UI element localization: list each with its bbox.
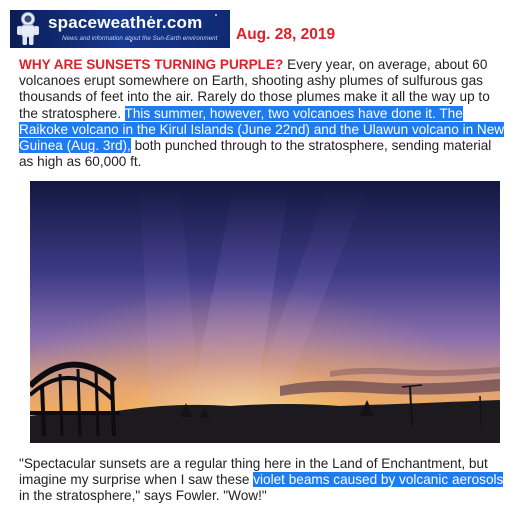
astronaut-icon — [13, 11, 43, 47]
site-name: spaceweather.com — [48, 13, 203, 32]
page-date: Aug. 28, 2019 — [236, 26, 336, 43]
article-closing-text: both punched through to the stratosphere, sending material as high as 60,000 ft. — [19, 138, 492, 170]
article-headline: WHY ARE SUNSETS TURNING PURPLE? — [19, 57, 284, 72]
article-paragraph — [19, 57, 505, 170]
quote-highlighted-text: violet beams caused by volcanic aerosols — [253, 472, 504, 488]
site-banner[interactable] — [10, 10, 230, 48]
article-intro-text: Every year, on average, about 60 volcanoes erupt somewhere on Earth, shooting ashy plumes of sulfurous gas thousands of feet into the air. Rarely do those plumes make it all the way up to the stratosphere. — [19, 57, 490, 121]
purple-sunset-photo — [30, 181, 500, 443]
article-highlighted-text: This summer, however, two volcanoes have done it. The Raikoke volcano in the Kirul Islands (June 22nd) and the Ulawun volcano in New Guinea (Aug. 3rd), — [19, 105, 505, 154]
fowler-quote — [19, 456, 507, 505]
site-tagline: News and information about the Sun-Earth environment — [62, 35, 218, 42]
quote-text-before: "Spectacular sunsets are a regular thing here in the Land of Enchantment, but imagine my surprise when I saw these — [19, 456, 488, 488]
banner-star — [215, 14, 217, 16]
quote-text-after: in the stratosphere," says Fowler. "Wow!" — [19, 488, 267, 504]
